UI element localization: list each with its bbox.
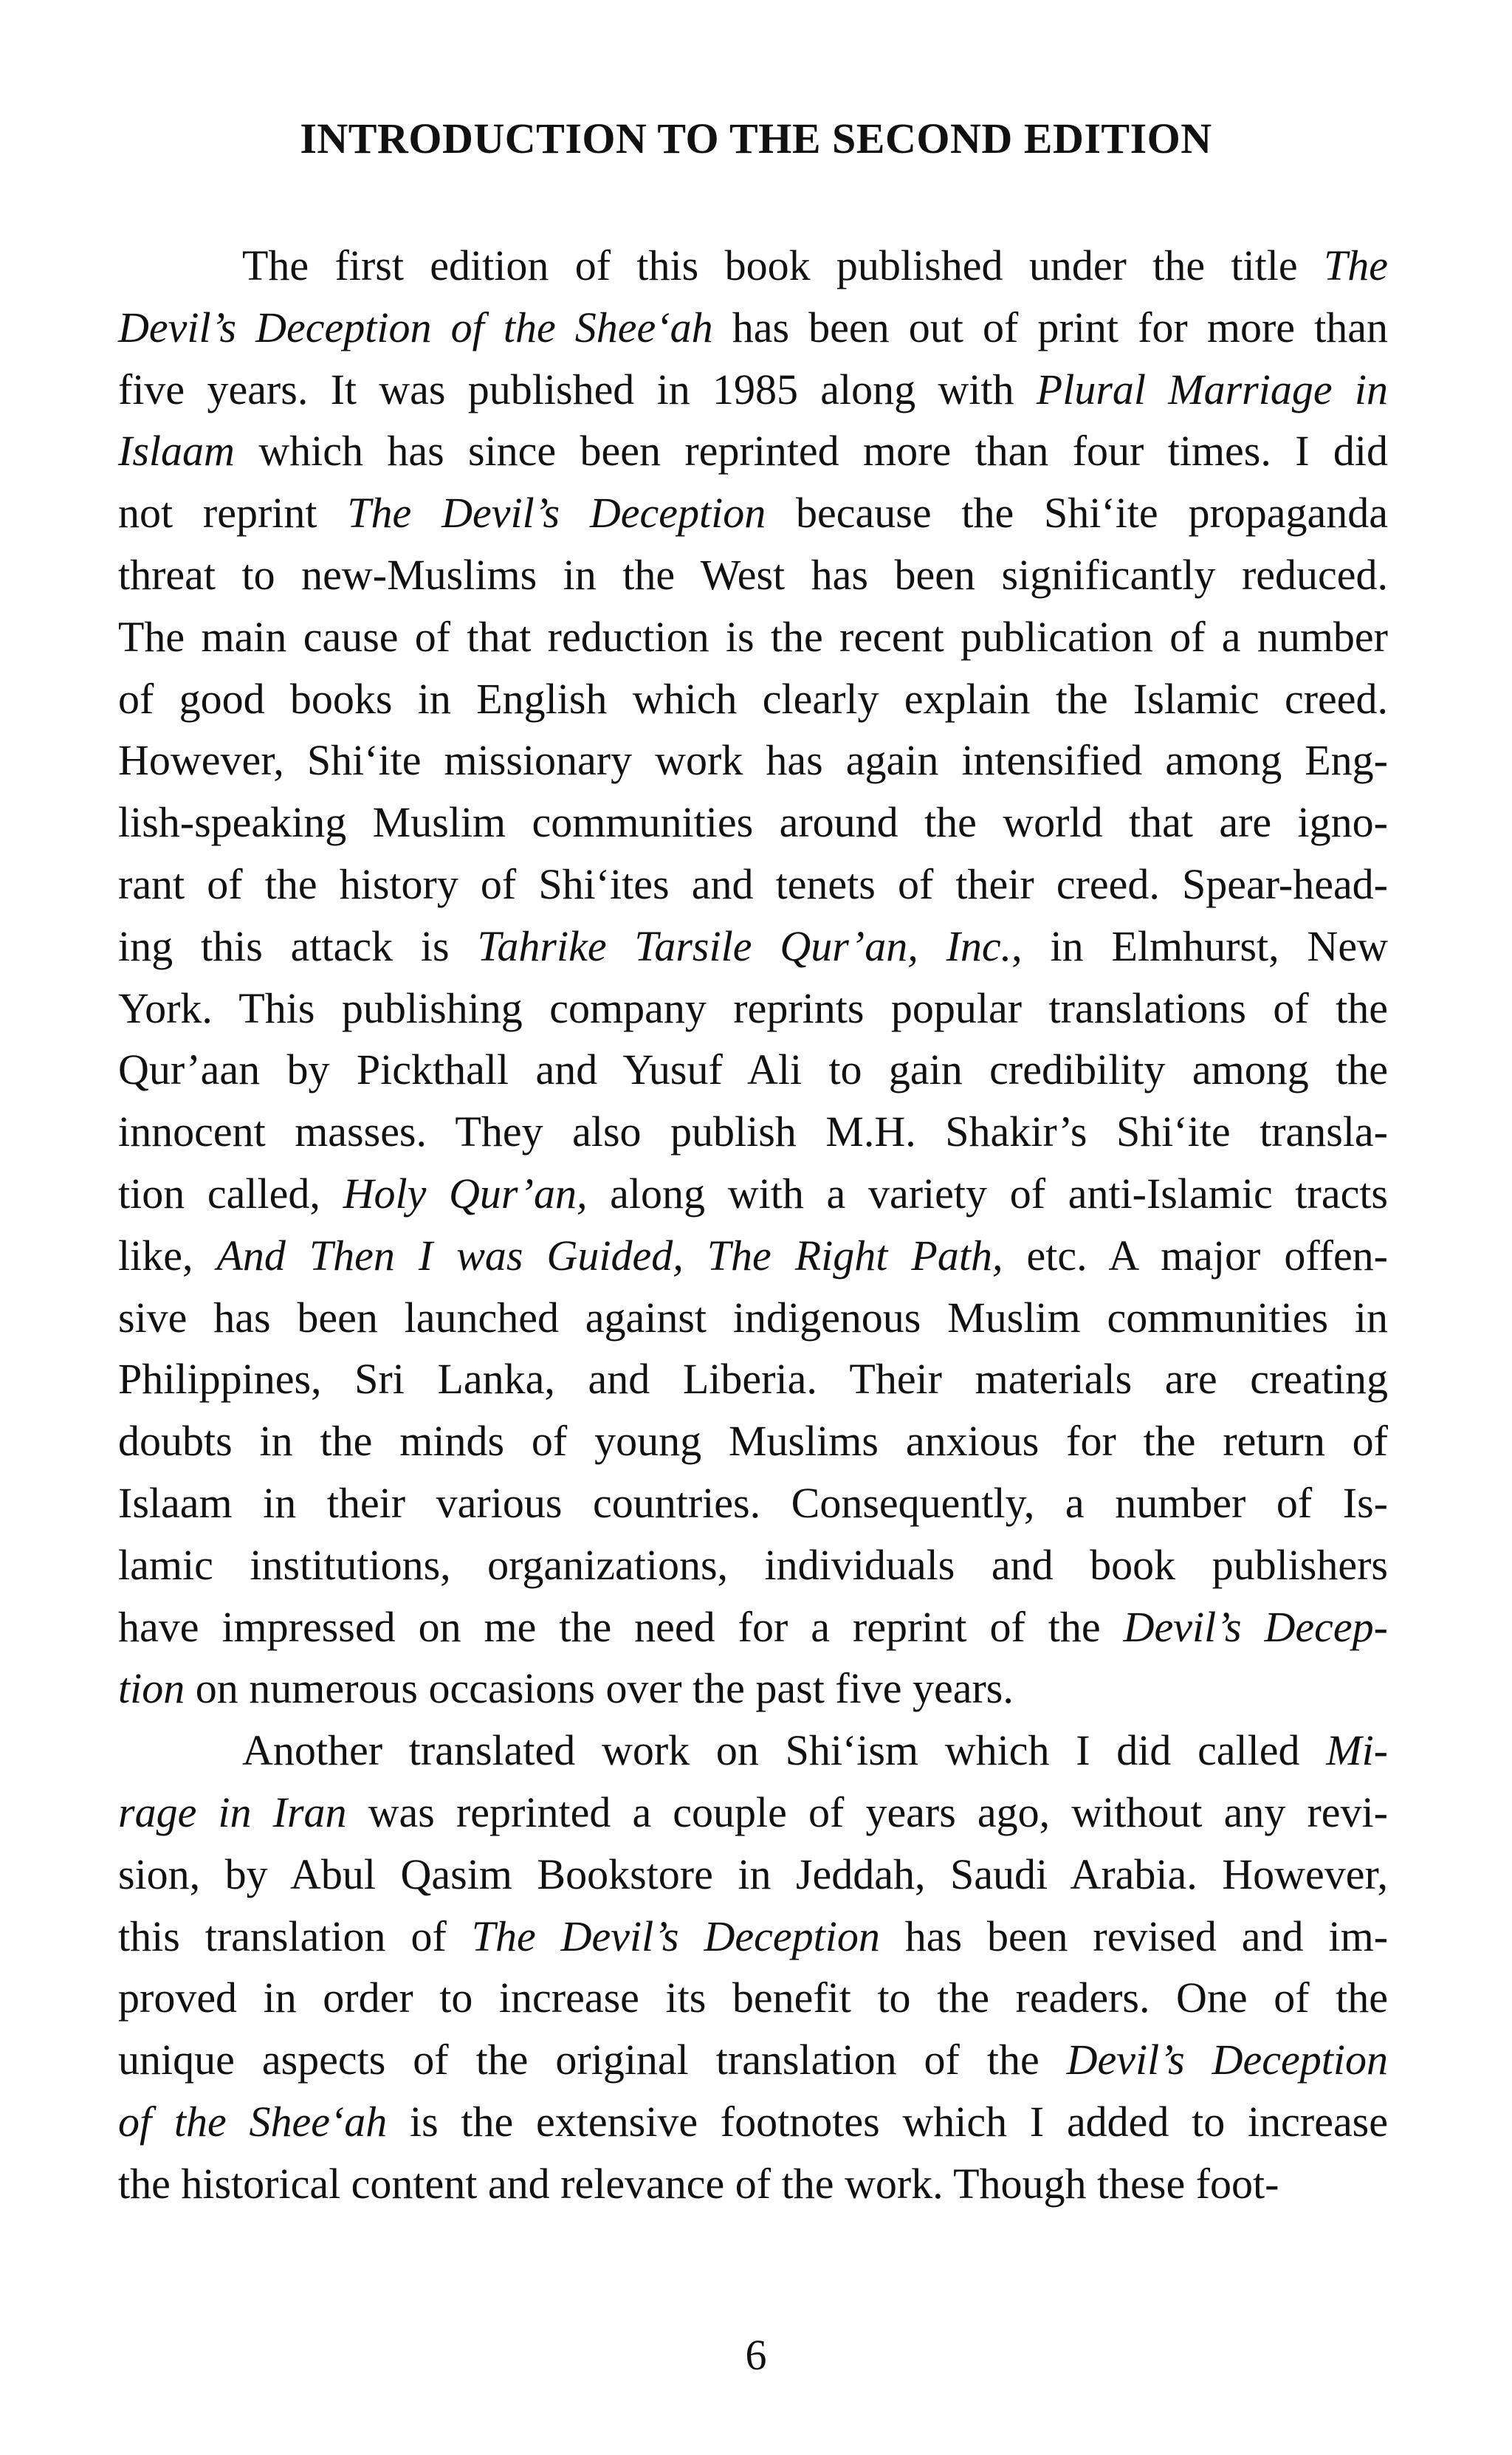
text-run: was reprinted a couple of years ago, without any revi-	[346, 1788, 1388, 1836]
text-run: have impressed on me the need for a reprint of the	[118, 1602, 1124, 1651]
text-line	[118, 1101, 1388, 1163]
text-run: is the extensive footnotes which I added to increase	[387, 2097, 1388, 2146]
text-run: Islaam in their various countries. Consequently, a number of Is-	[118, 1478, 1388, 1527]
text-line	[118, 1287, 1388, 1349]
text-run: Another translated work on Shi‘ism which I did called	[242, 1726, 1327, 1775]
text-line	[118, 916, 1388, 978]
text-line	[118, 2029, 1388, 2091]
text-run: not reprint	[118, 489, 348, 538]
text-line	[118, 668, 1388, 730]
text-line	[118, 420, 1388, 482]
italic-title: The	[1324, 241, 1388, 289]
italic-title: Mi-	[1326, 1726, 1388, 1775]
text-run: doubts in the minds of young Muslims anxious for the return of	[118, 1417, 1388, 1466]
text-run: The main cause of that reduction is the recent publication of a number	[118, 612, 1388, 661]
text-line	[118, 235, 1388, 297]
text-run: five years. It was published in 1985 along with	[118, 365, 1037, 413]
text-run: innocent masses. They also publish M.H. Shakir’s Shi‘ite transla-	[118, 1108, 1388, 1156]
text-run: lish-speaking Muslim communities around the world that are igno-	[118, 798, 1388, 847]
text-run: York. This publishing company reprints popular translations of the	[118, 983, 1388, 1032]
text-run: rant of the history of Shi‘ites and tenets of their creed. Spear-head-	[118, 859, 1388, 908]
page-number: 6	[745, 2331, 767, 2379]
italic-title: Tahrike Tarsile Qur’an, Inc.	[477, 921, 1012, 970]
text-run: Qur’aan by Pickthall and Yusuf Ali to gain credibility among the	[118, 1045, 1388, 1094]
italic-title: Devil’s Deception of the Shee‘ah	[118, 303, 713, 351]
text-run: tion called,	[118, 1169, 343, 1218]
text-line	[118, 297, 1388, 359]
italic-title: The Devil’s Deception	[347, 489, 766, 538]
text-run: threat to new-Muslims in the West has been significantly reduced.	[118, 550, 1388, 599]
text-line	[118, 1039, 1388, 1101]
text-line	[118, 606, 1388, 668]
text-run: lamic institutions, organizations, individuals and book publishers	[118, 1540, 1388, 1589]
text-line	[118, 1163, 1388, 1225]
chapter-heading: INTRODUCTION TO THE SECOND EDITION	[300, 114, 1212, 162]
body-text	[118, 235, 1388, 2215]
text-run: sion, by Abul Qasim Bookstore in Jeddah, Saudi Arabia. However,	[118, 1850, 1388, 1898]
text-run: ing this attack is	[118, 921, 478, 970]
text-run: proved in order to increase its benefit to the readers. One of the	[118, 1974, 1388, 2022]
text-line	[118, 2153, 1388, 2215]
text-line	[118, 1596, 1388, 1658]
italic-title: Devil’s Deception	[1066, 2036, 1388, 2084]
text-line	[118, 482, 1388, 544]
text-line	[118, 1720, 1388, 1782]
text-line	[118, 1967, 1388, 2029]
text-line	[118, 1906, 1388, 1968]
italic-title: of the Shee‘ah	[118, 2097, 388, 2146]
text-run: on numerous occasions over the past five years.	[185, 1664, 1014, 1713]
italic-title: And Then I was Guided, The Right Path,	[216, 1231, 1003, 1280]
text-line	[118, 1534, 1388, 1596]
text-line	[118, 1410, 1388, 1472]
text-line	[118, 978, 1388, 1040]
italic-title: Plural Marriage in	[1036, 365, 1388, 413]
text-line	[118, 359, 1388, 421]
text-line	[118, 1472, 1388, 1534]
text-run: unique aspects of the original translation of the	[118, 2036, 1067, 2084]
text-run: which has since been reprinted more than four times. I did	[234, 427, 1388, 475]
text-line	[118, 792, 1388, 854]
text-run: along with a variety of anti-Islamic tracts	[587, 1169, 1389, 1218]
text-run: like,	[118, 1231, 217, 1280]
text-run: has been revised and im-	[879, 1912, 1389, 1960]
text-run: However, Shi‘ite missionary work has again intensified among Eng-	[118, 736, 1388, 785]
italic-title: tion	[118, 1664, 185, 1713]
text-line	[118, 854, 1388, 916]
text-line	[118, 1225, 1388, 1287]
italic-title: Devil’s Decep-	[1123, 1602, 1388, 1651]
text-run: because the Shi‘ite propaganda	[766, 489, 1388, 538]
text-line	[118, 544, 1388, 606]
italic-title: Holy Qur’an,	[343, 1169, 588, 1218]
text-run: , in Elmhurst, New	[1011, 921, 1388, 970]
text-line	[118, 1658, 1388, 1720]
text-run: has been out of print for more than	[712, 303, 1388, 351]
text-run: etc. A major offen-	[1003, 1231, 1388, 1280]
text-run: of good books in English which clearly explain the Islamic creed.	[118, 674, 1388, 723]
text-run: sive has been launched against indigenous Muslim communities in	[118, 1293, 1388, 1342]
text-line	[118, 1348, 1388, 1410]
italic-title: The Devil’s Deception	[471, 1912, 880, 1960]
text-line	[118, 729, 1388, 792]
text-run: the historical content and relevance of the work. Though these foot-	[118, 2159, 1279, 2208]
text-run: this translation of	[118, 1912, 472, 1960]
text-run: The first edition of this book published under the title	[242, 241, 1324, 289]
text-line	[118, 1844, 1388, 1906]
text-line	[118, 2091, 1388, 2153]
italic-title: rage in Iran	[118, 1788, 347, 1836]
text-run: Philippines, Sri Lanka, and Liberia. Their materials are creating	[118, 1355, 1388, 1404]
italic-title: Islaam	[118, 427, 235, 475]
text-line	[118, 1782, 1388, 1844]
